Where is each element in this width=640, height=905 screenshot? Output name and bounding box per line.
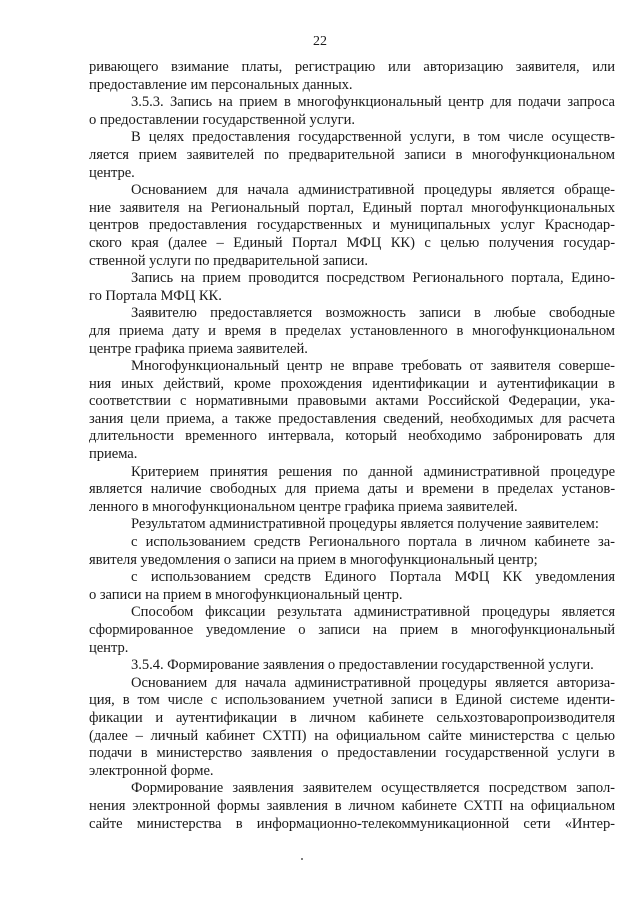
text-line: подачи в министерство заявления о предоставлении государственной услуги в <box>89 745 615 762</box>
text-line: центр. <box>89 639 129 656</box>
text-line: о записи на прием в многофункциональный центр. <box>89 586 403 603</box>
text-line: ния иных действий, кроме прохождения идентификации и аутентификации в <box>89 375 615 392</box>
text-line: ленного в многофункциональном центре графика приема заявителей. <box>89 498 518 515</box>
text-line: о предоставлении государственной услуги. <box>89 111 355 128</box>
text-line: Результатом административной процедуры является получение заявителем: <box>131 516 599 533</box>
text-line: 3.5.4. Формирование заявления о предоставлении государственной услуги. <box>131 657 594 674</box>
text-line: Заявителю предоставляется возможность записи в любые свободные <box>131 305 615 322</box>
text-line: ция, в том числе с использованием учетной записи в Единой системе иденти- <box>89 692 615 709</box>
text-line: Запись на прием проводится посредством Регионального портала, Едино- <box>131 270 615 287</box>
text-line: центров предоставления государственных и муниципальных услуг Краснодар- <box>89 217 615 234</box>
text-line: (далее – личный кабинет СХТП) на официальном сайте министерства с целью <box>89 727 615 744</box>
text-line: Основанием для начала административной процедуры является авториза- <box>131 674 615 691</box>
text-line: соответствии с нормативными правовыми актами Российской Федерации, ука- <box>89 393 615 410</box>
text-line: приема. <box>89 446 138 463</box>
text-line: нения электронной формы заявления в личном кабинете СХТП на официальном <box>89 797 615 814</box>
text-line: Многофункциональный центр не вправе требовать от заявителя соверше- <box>131 358 615 375</box>
text-line: фикации и аутентификации в личном кабинете сельхозтоваропроизводителя <box>89 709 615 726</box>
text-line: зания цели приема, а также предоставления сведений, необходимых для расчета <box>89 410 615 427</box>
text-line: Способом фиксации результата административной процедуры является <box>131 604 615 621</box>
text-line: длительности временного интервала, который необходимо забронировать для <box>89 428 615 445</box>
text-line: с использованием средств Регионального портала в личном кабинете за- <box>131 534 615 551</box>
text-line: ственной услуги по предварительной записи. <box>89 252 369 269</box>
text-line: для приема дату и время в пределах установленного в многофункциональном <box>89 322 615 339</box>
page-number: 22 <box>313 34 327 49</box>
text-line: ского края (далее – Единый Портал МФЦ КК) с целью получения государ- <box>89 234 615 251</box>
text-line: сформированное уведомление о записи на прием в многофункциональный <box>89 622 615 638</box>
text-line: Основанием для начала административной процедуры является обраще- <box>131 182 615 199</box>
text-line: является наличие свободных для приема даты и времени в пределах установ- <box>89 481 615 498</box>
text-line: предоставление им персональных данных. <box>89 76 353 93</box>
text-line: с использованием средств Единого Портала МФЦ КК уведомления <box>131 569 615 586</box>
text-line: 3.5.3. Запись на прием в многофункциональный центр для подачи запроса <box>131 94 615 111</box>
text-line: го Портала МФЦ КК. <box>89 287 222 304</box>
text-line: Критерием принятия решения по данной административной процедуре <box>131 463 615 480</box>
text-line: явителя уведомления о записи на прием в многофункциональный центр; <box>89 551 538 568</box>
scan-speck <box>301 858 303 860</box>
text-line: электронной форме. <box>89 762 214 779</box>
text-line: Формирование заявления заявителем осуществляется посредством запол- <box>131 780 615 797</box>
text-line: центре графика приема заявителей. <box>89 340 308 357</box>
text-line: В целях предоставления государственной услуги, в том числе осуществ- <box>131 129 615 146</box>
text-line: центре. <box>89 164 135 181</box>
text-line: ние заявителя на Региональный портал, Единый портал многофункциональных <box>89 199 615 216</box>
text-line: ривающего взимание платы, регистрацию или авторизацию заявителя, или <box>89 59 615 75</box>
document-body <box>89 59 615 833</box>
text-line: сайте министерства в информационно-телекоммуникационной сети «Интер- <box>89 815 615 832</box>
text-line: ляется прием заявителей по предварительной записи в многофункциональном <box>89 146 615 163</box>
